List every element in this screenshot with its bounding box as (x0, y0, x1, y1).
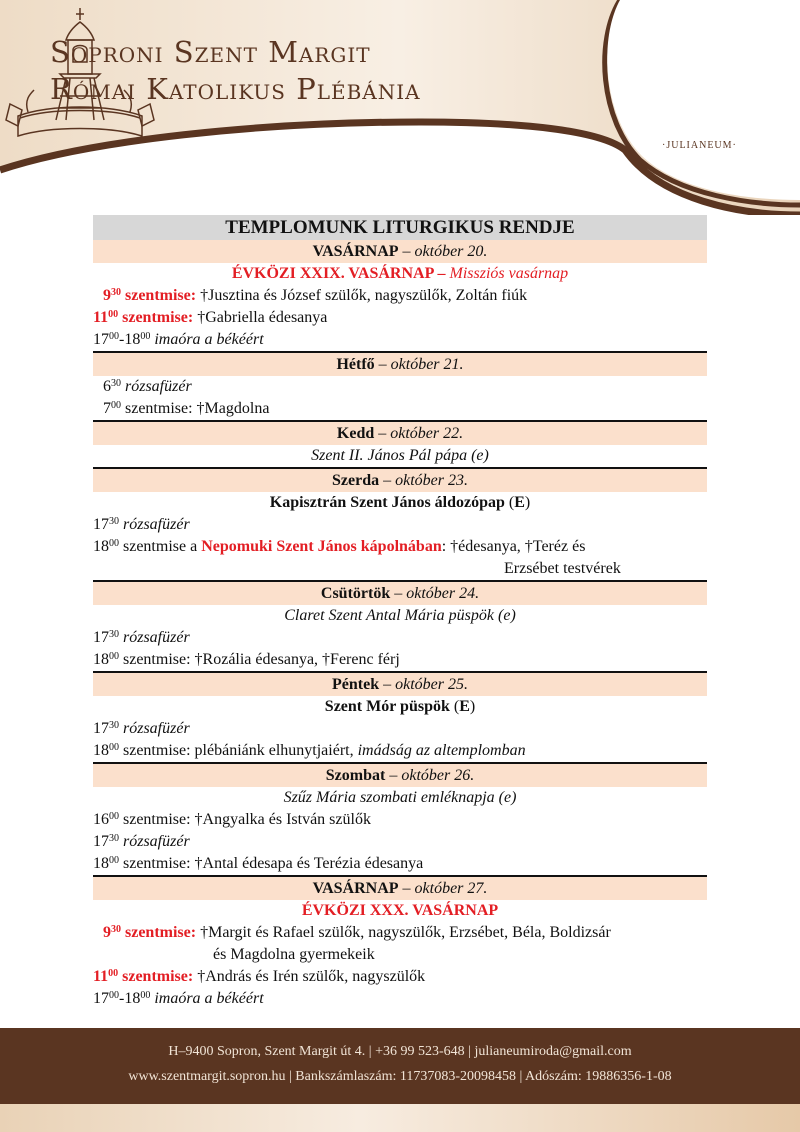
mass-time: $9^{30}$ (103, 287, 121, 304)
mass-intention: szentmise: †Magdolna (125, 400, 270, 417)
mass-intention-continued: Erzsébet testvérek (504, 560, 621, 577)
day-name: VASÁRNAP (312, 243, 399, 260)
mass-label: szentmise: (125, 287, 197, 304)
mass-note: imádság az altemplomban (357, 742, 526, 759)
page-footer (0, 1028, 800, 1132)
mass-label: szentmise: (125, 924, 197, 941)
day-name: VASÁRNAP (312, 880, 399, 897)
day-header-tuesday (93, 420, 707, 445)
rosary-text: rózsafüzér (123, 516, 190, 533)
prayer-text: imaóra a békéért (154, 990, 264, 1007)
parish-name-line2: Római Katolikus Plébánia (50, 72, 421, 106)
page-header (0, 0, 800, 215)
feast-line: Szűz Mária szombati emléknapja (e) (283, 789, 517, 806)
prayer-line (93, 988, 707, 1010)
schedule-title: TEMPLOMUNK LITURGIKUS RENDJE (93, 215, 707, 240)
rosary-time: $6^{30}$ (103, 378, 121, 395)
feast-title: ÉVKÖZI XXX. VASÁRNAP (301, 902, 499, 919)
day-name: Hétfő (336, 356, 375, 373)
rosary-line (93, 627, 707, 649)
mass-time: $11^{00}$ (93, 968, 119, 985)
mass-location: Nepomuki Szent János kápolnában (201, 538, 442, 555)
mass-intention: szentmise: plébániánk elhunytjaiért, (123, 742, 354, 759)
day-date: – október 25. (383, 676, 468, 693)
prayer-text: imaóra a békéért (154, 331, 264, 348)
rosary-text: rózsafüzér (125, 378, 192, 395)
footer-contact: H–9400 Sopron, Szent Margit út 4. | +36 99 523-648 | julianeumiroda@gmail.com (168, 1044, 632, 1059)
rosary-time: $17^{30}$ (93, 516, 119, 533)
rosary-text: rózsafüzér (123, 720, 190, 737)
prayer-line (93, 329, 707, 351)
rosary-line (93, 376, 707, 398)
mass-intention: †András és Irén szülők, nagyszülők (197, 968, 426, 985)
mass-line (93, 922, 707, 944)
mass-intention: szentmise: †Rozália édesanya, †Ferenc férj (123, 651, 400, 668)
day-date: – október 20. (402, 243, 488, 260)
day-name: Péntek (332, 676, 380, 693)
rosary-time: $17^{30}$ (93, 833, 119, 850)
footer-bank-info: www.szentmargit.sopron.hu | Bankszámlaszám: 11737083-20098458 | Adószám: 19886356-1-08 (128, 1069, 672, 1084)
prayer-time: $17^{00}-18^{00}$ (93, 331, 151, 348)
day-header-saturday (93, 762, 707, 787)
mass-line (93, 398, 707, 420)
mass-time: $18^{00}$ (93, 742, 119, 759)
footer-decor-strip (0, 1104, 800, 1132)
feast-line (93, 900, 707, 922)
feast-title: Szent Mór püspök (324, 698, 450, 715)
day-header-sunday-1 (93, 240, 707, 263)
rosary-text: rózsafüzér (123, 629, 190, 646)
mass-label: szentmise: (122, 968, 194, 985)
mass-line (93, 285, 707, 307)
feast-line (93, 696, 707, 718)
feast-rank: (E) (453, 698, 476, 715)
day-name: Csütörtök (320, 585, 391, 602)
feast-note: Missziós vasárnap (449, 265, 569, 282)
mass-time: $18^{00}$ (93, 855, 119, 872)
mass-intention-continued: és Magdolna gyermekeik (213, 946, 375, 963)
day-name: Szombat (325, 767, 386, 784)
day-date: – október 22. (378, 425, 464, 442)
day-date: – október 23. (383, 472, 468, 489)
day-header-sunday-2 (93, 875, 707, 900)
prayer-time: $17^{00}-18^{00}$ (93, 990, 151, 1007)
liturgy-schedule (93, 215, 707, 1010)
day-name: Szerda (332, 472, 380, 489)
mass-time: $11^{00}$ (93, 309, 119, 326)
rosary-text: rózsafüzér (123, 833, 190, 850)
mass-line (93, 307, 707, 329)
mass-time: $16^{00}$ (93, 811, 119, 828)
rosary-time: $17^{30}$ (93, 629, 119, 646)
mass-prefix: szentmise a (123, 538, 198, 555)
mass-line (93, 740, 707, 762)
mass-label: szentmise: (122, 309, 194, 326)
day-date: – október 26. (389, 767, 475, 784)
mass-intention: †Jusztina és József szülők, nagyszülők, Zoltán fiúk (200, 287, 528, 304)
day-header-wednesday (93, 467, 707, 492)
feast-line (93, 492, 707, 514)
mass-intention: †Gabriella édesanya (197, 309, 328, 326)
day-header-thursday (93, 580, 707, 605)
mass-line (93, 809, 707, 831)
mass-time: $7^{00}$ (103, 400, 121, 417)
day-date: – október 27. (402, 880, 488, 897)
feast-line (93, 263, 707, 285)
rosary-time: $17^{30}$ (93, 720, 119, 737)
mass-intention: szentmise: †Antal édesapa és Terézia édesanya (123, 855, 424, 872)
rosary-line (93, 831, 707, 853)
rosary-line (93, 514, 707, 536)
mass-line (93, 649, 707, 671)
parish-name-line1: Soproni Szent Margit (50, 35, 371, 69)
logo-label: ·JULIANEUM· (662, 140, 737, 151)
mass-time: $18^{00}$ (93, 651, 119, 668)
feast-line: Claret Szent Antal Mária püspök (e) (284, 607, 516, 624)
mass-line (93, 966, 707, 988)
mass-intention: : †édesanya, †Teréz és (441, 538, 586, 555)
day-name: Kedd (336, 425, 375, 442)
mass-time: $9^{30}$ (103, 924, 121, 941)
feast-rank: (E) (508, 494, 531, 511)
mass-line (93, 853, 707, 875)
mass-intention: szentmise: †Angyalka és István szülők (123, 811, 371, 828)
feast-title: Kapisztrán Szent János áldozópap (269, 494, 505, 511)
day-date: – október 21. (378, 356, 464, 373)
feast-title: ÉVKÖZI XXIX. VASÁRNAP – (231, 265, 446, 282)
rosary-line (93, 718, 707, 740)
mass-time: $18^{00}$ (93, 538, 119, 555)
day-header-monday (93, 351, 707, 376)
feast-line: Szent II. János Pál pápa (e) (311, 447, 489, 464)
day-date: – október 24. (394, 585, 480, 602)
bell-tower-logo (0, 0, 160, 150)
footer-bar (0, 1028, 800, 1104)
mass-intention: †Margit és Rafael szülők, nagyszülők, Erzsébet, Béla, Boldizsár (200, 924, 611, 941)
day-header-friday (93, 671, 707, 696)
mass-line (93, 536, 707, 558)
